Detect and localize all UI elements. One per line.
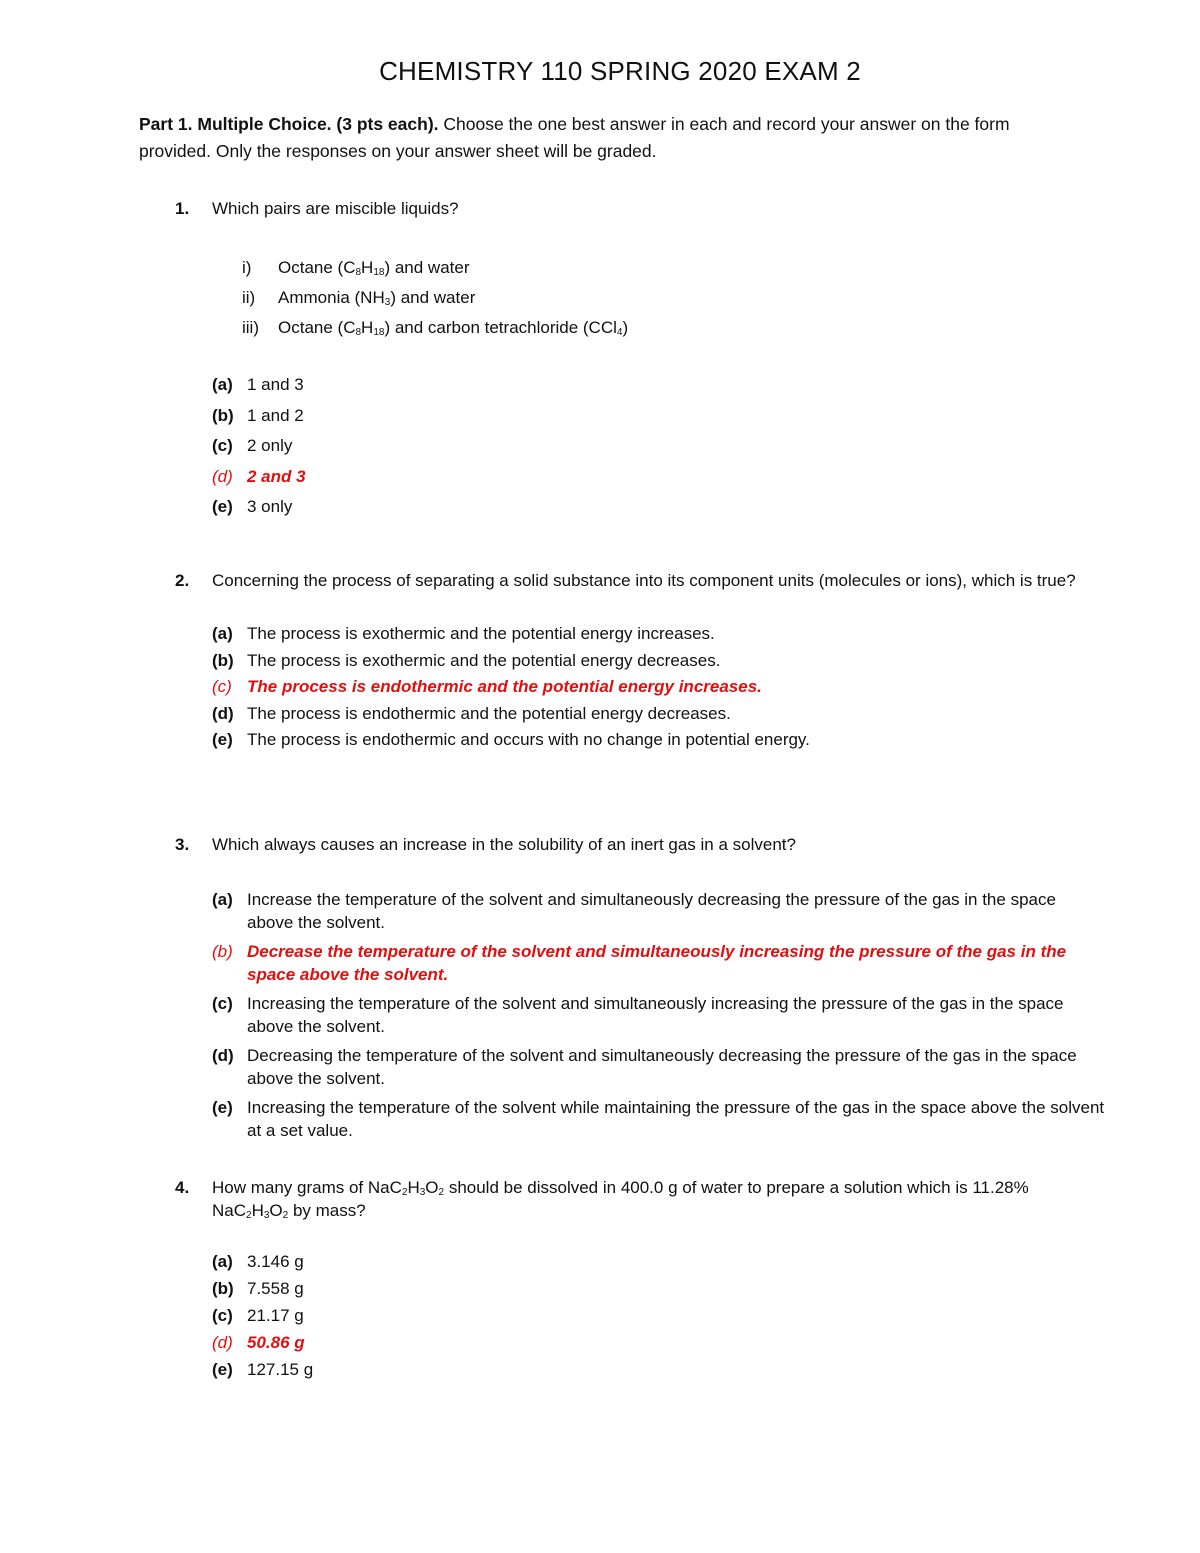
answer-option: (e) 127.15 g [212, 1360, 314, 1379]
answer-option-correct: (d) 2 and 3 [212, 466, 306, 486]
statement: iii) Octane $(C_8H_{18})$ and carbon tetrachloride (CCl$_4$) [242, 317, 629, 338]
answer-option: (a) 1 and 3 [212, 375, 304, 394]
answer-option-correct: (b) Decrease the temperature of the solvent and simultaneously increasing the pressure of the gas in the space above the solvent. [212, 942, 1067, 984]
answer-option: (e) The process is endothermic and occurs with no change in potential energy. [212, 730, 810, 749]
question-4 [175, 1176, 1105, 1385]
question-stem: Which pairs are miscible liquids? [212, 199, 459, 218]
answer-option: (d) Decreasing the temperature of the solvent and simultaneously decreasing the pressure of the gas in the space above the solvent. [212, 1046, 1077, 1088]
answer-option: (b) 7.558 g [212, 1279, 304, 1298]
question-number: 3. [175, 835, 190, 854]
question-3 [175, 833, 1105, 1148]
answer-option: (c) Increasing the temperature of the solvent and simultaneously increasing the pressure of the gas in the space above the solvent. [212, 994, 1064, 1036]
question-number: 1. [175, 199, 190, 218]
page-title: CHEMISTRY 110 SPRING 2020 EXAM 2 [379, 56, 861, 86]
answer-option: (b) 1 and 2 [212, 405, 304, 425]
question-stem: How many grams of $NaC_2H_3O_2$ should be dissolved in 400.0 g of water to prepare a solution which is 11.28% $NaC_2H_3O_2$ by mass? [212, 1178, 1029, 1221]
question-2 [175, 569, 1105, 755]
statement: ii) Ammonia $(NH_3)$ and water [242, 287, 476, 308]
instructions [139, 111, 1084, 165]
answer-option: (a) The process is exothermic and the potential energy increases. [212, 624, 715, 643]
question-number: 2. [175, 571, 190, 590]
statement-list [242, 252, 1105, 342]
answer-option-correct: (c) The process is endothermic and the potential energy increases. [212, 677, 762, 696]
question-stem: Which always causes an increase in the solubility of an inert gas in a solvent? [212, 835, 796, 854]
answer-option: (c) 2 only [212, 436, 293, 455]
question-1 [175, 197, 1105, 526]
question-stem: Concerning the process of separating a solid substance into its component units (molecules or ions), which is true? [212, 571, 1076, 590]
answer-options [212, 888, 1105, 1148]
answer-option-correct: (d) 50.86 g [212, 1333, 305, 1352]
instructions-text: Choose the one best answer in each and record your answer on the form provided. Only the responses on your answer sheet will be graded. [139, 114, 1010, 161]
answer-options [212, 373, 1105, 526]
answer-option: (d) The process is endothermic and the potential energy decreases. [212, 703, 731, 723]
answer-options [212, 1250, 1105, 1385]
statement-text: Ammonia $(NH_3)$ and water [278, 287, 476, 308]
statement: i) Octane $(C_8H_{18})$ and water [242, 257, 470, 278]
answer-option: (e) Increasing the temperature of the solvent while maintaining the pressure of the gas in the space above the solvent at a set value. [212, 1098, 1105, 1140]
answer-option: (a) 3.146 g [212, 1252, 304, 1271]
answer-option: (c) 21.17 g [212, 1306, 304, 1325]
answer-option: (a) Increase the temperature of the solvent and simultaneously decreasing the pressure of the gas in the space above the solvent. [212, 890, 1056, 932]
instructions-lead: Part 1. Multiple Choice. (3 pts each). [139, 114, 439, 134]
question-number: 4. [175, 1178, 190, 1197]
statement-text: Octane $(C_8H_{18})$ and carbon tetrachloride (CCl$_4$) [278, 317, 629, 338]
statement-text: Octane $(C_8H_{18})$ and water [278, 257, 470, 278]
answer-option: (b) The process is exothermic and the potential energy decreases. [212, 650, 721, 670]
answer-option: (e) 3 only [212, 497, 293, 516]
answer-options [212, 622, 1105, 755]
